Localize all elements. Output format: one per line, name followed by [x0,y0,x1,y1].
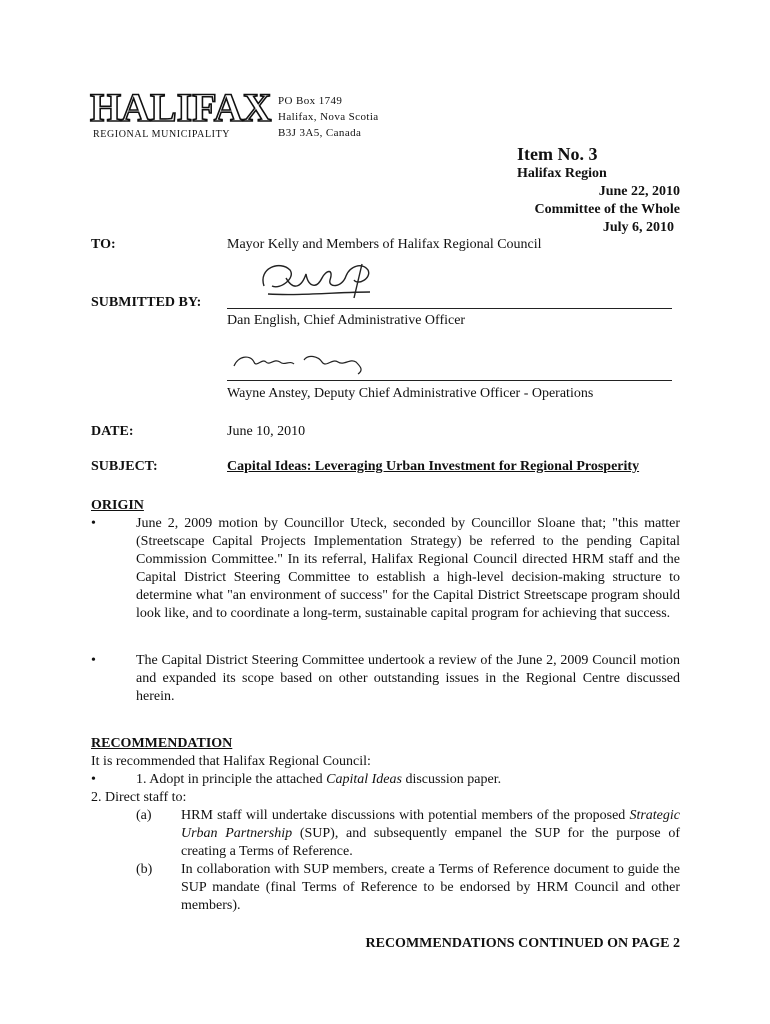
continued-note: RECOMMENDATIONS CONTINUED ON PAGE 2 [365,936,680,951]
submitted-person-1: Dan English, Chief Administrative Officer [227,313,466,328]
origin-bullet-2: • [91,653,96,668]
recommendation-intro: It is recommended that Halifax Regional Council: [91,754,371,769]
sup-title: Strategic Urban Partnership [181,808,680,841]
logo-wordmark: HALIFAX [90,85,272,130]
subject-label: SUBJECT: [91,459,158,474]
recommendation-b-label: (b) [136,862,153,877]
item-region: Halifax Region [517,166,607,181]
recommendation-b-text: In collaboration with SUP members, create a Terms of Reference document to guide the SUP mandate (final Terms of Reference to be endorsed by HRM Council and other members). [181,862,680,913]
signature-line-1 [227,308,672,309]
recommendation-item-1: 1. Adopt in principle the attached Capital Ideas discussion paper. [136,772,502,787]
item-committee: Committee of the Whole [534,202,680,217]
address-line-2: Halifax, Nova Scotia [278,111,379,123]
recommendation-a-text: HRM staff will undertake discussions with potential members of the proposed Strategic Urban Partnership (SUP), and subsequently empanel the SUP for the purpose of creating a Terms of Reference. [181,808,680,859]
signature-line-2 [227,380,672,381]
to-label: TO: [91,237,116,252]
recommendation-a-label: (a) [136,808,152,823]
date-value: June 10, 2010 [227,424,306,439]
signature-wayne-anstey [228,348,378,376]
signature-dan-english [250,256,390,306]
halifax-logo [88,85,272,144]
capital-ideas-title: Capital Ideas [326,772,402,787]
item-number: Item No. 3 [517,144,598,164]
address-line-3: B3J 3A5, Canada [278,127,362,139]
origin-heading: ORIGIN [91,498,144,513]
recommendation-heading: RECOMMENDATION [91,736,233,751]
submitted-by-label: SUBMITTED BY: [91,295,202,310]
origin-paragraph-1: June 2, 2009 motion by Councillor Uteck, seconded by Councillor Sloane that; "this matter (Streetscape Capital Projects Implementation Strategy) be referred to the pending Capital Commission Committee." In its referral, Halifax Regional Council directed HRM staff and the Capital District Steering Committee to establish a high-level decision-making structure to determine what "an environment of success" for the Capital District Streetscape program should look like, and to coordinate a long-term, sustainable capital program for achieving that success. [136,516,680,621]
subject-value: Capital Ideas: Leveraging Urban Investment for Regional Prosperity [227,459,640,474]
origin-bullet-1: • [91,516,96,531]
date-label: DATE: [91,424,134,439]
submitted-person-2: Wayne Anstey, Deputy Chief Administrative Officer - Operations [227,386,594,401]
recommendation-bullet: • [91,772,96,787]
to-value: Mayor Kelly and Members of Halifax Regional Council [227,237,542,252]
item-date-2: July 6, 2010 [602,220,674,235]
origin-paragraph-2: The Capital District Steering Committee undertook a review of the June 2, 2009 Council motion and expanded its scope based on other outstanding issues in the Regional Centre discussed herein. [136,653,680,704]
item-date-1: June 22, 2010 [598,184,680,199]
recommendation-item-2: 2. Direct staff to: [91,790,187,805]
logo-subtitle: REGIONAL MUNICIPALITY [93,129,231,140]
address-line-1: PO Box 1749 [278,95,343,107]
